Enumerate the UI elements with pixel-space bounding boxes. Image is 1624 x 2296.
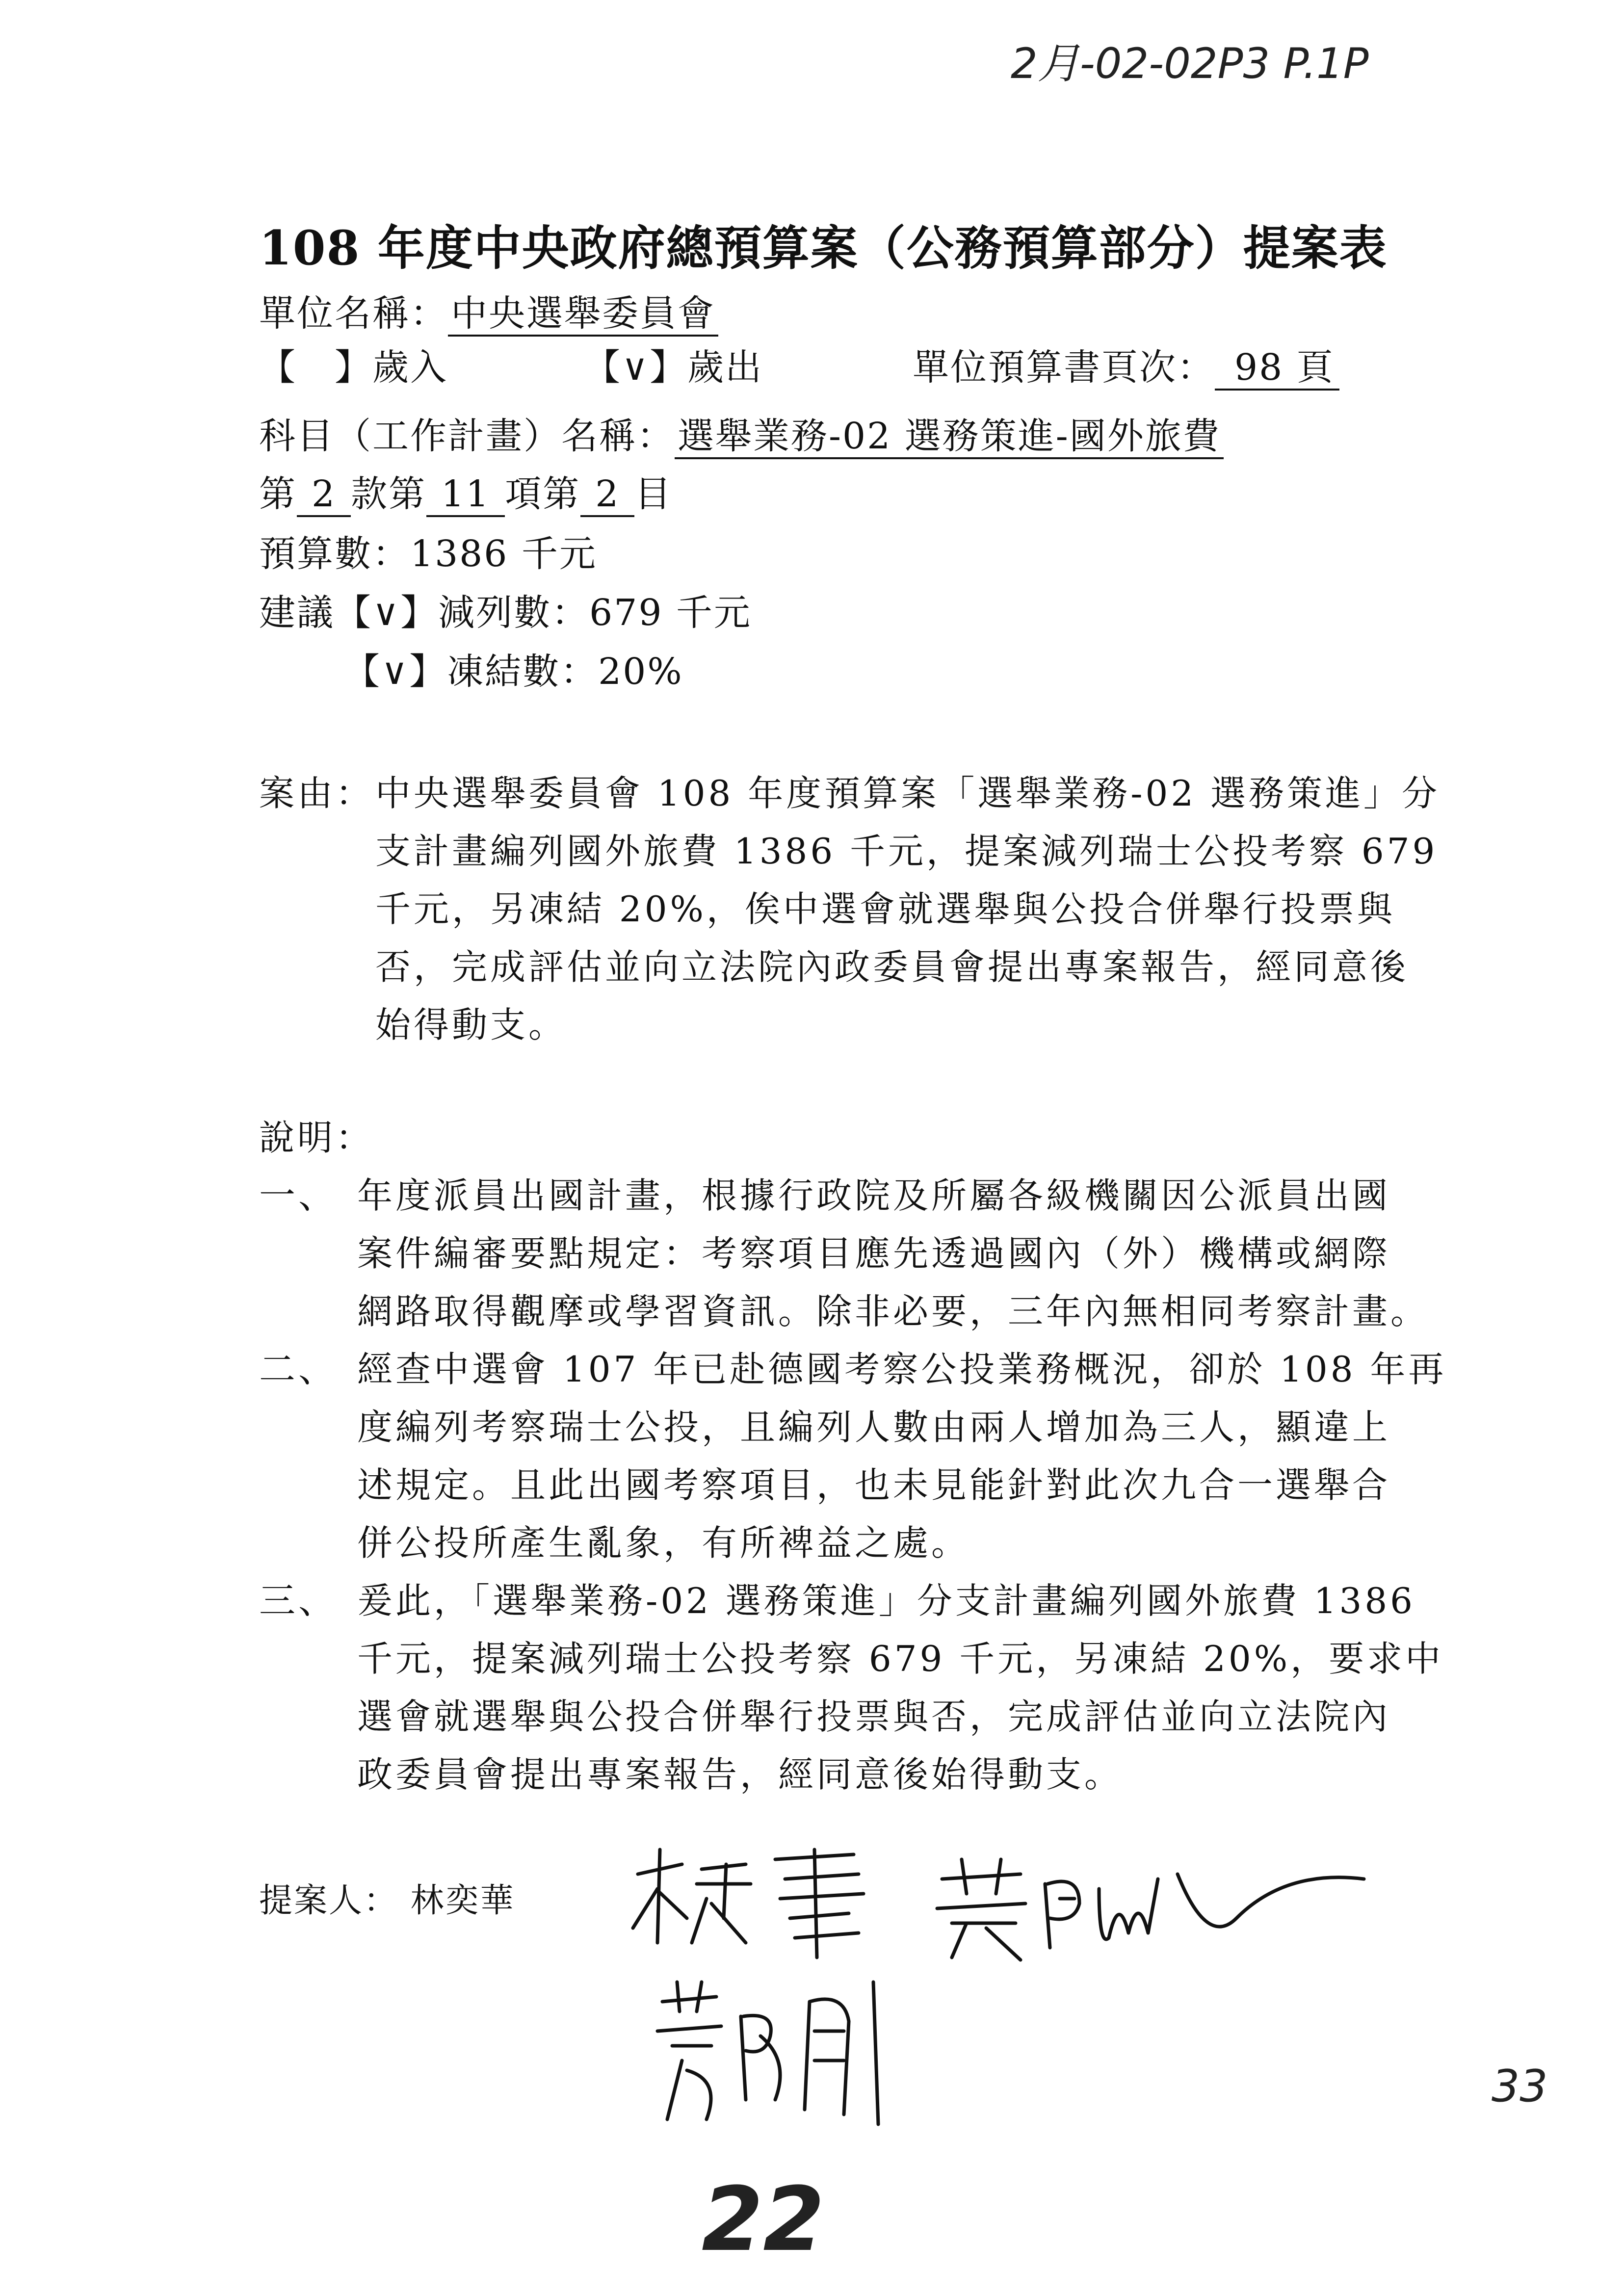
reason-body — [375, 764, 1440, 1054]
xiang-value: 11 — [426, 473, 505, 517]
explain-label: 說明： — [259, 1117, 374, 1158]
signature-2 — [932, 1850, 1374, 1967]
page-title: 108 年度中央政府總預算案（公務預算部分）提案表 — [259, 220, 1388, 276]
item-text: 目 — [634, 473, 673, 515]
kuan-value: 2 — [297, 473, 351, 517]
handwritten-reference: 2月-02-02P3 P.1P — [1011, 39, 1369, 88]
explain-item-2 — [357, 1340, 1446, 1572]
explain-item-3 — [357, 1572, 1443, 1803]
page-ref-label: 單位預算書頁次： — [913, 346, 1215, 389]
page-number: 22 — [702, 2168, 825, 2271]
explain-line: 爰此，「選舉業務-02 選務策進」分支計畫編列國外旅費 1386 — [357, 1580, 1415, 1621]
explain-line: 千元，提案減列瑞士公投考察 679 千元，另凍結 20%，要求中 — [357, 1638, 1444, 1679]
reason-line: 千元，另凍結 20%，俟中選會就選舉與公投合併舉行投票與 — [375, 888, 1395, 930]
proposer-name: 林奕華 — [410, 1881, 515, 1920]
signature-3 — [648, 1972, 903, 2134]
mu-value: 2 — [580, 473, 634, 517]
unit-row — [259, 285, 718, 337]
item-text: 項第 — [505, 473, 581, 515]
explain-line: 度編列考察瑞士公投，且編列人數由兩人增加為三人，顯違上 — [357, 1407, 1391, 1448]
expense-checkbox: 【∨】歲出 — [584, 346, 763, 389]
margin-number: 33 — [1492, 2061, 1548, 2112]
explain-marker-3: 三、 — [259, 1580, 338, 1622]
suggest-cut: 建議【∨】減列數：679 千元 — [259, 592, 752, 634]
proposer-label: 提案人： — [259, 1881, 399, 1920]
reason-label: 案由： — [259, 773, 374, 814]
subject-label: 科目（工作計畫）名稱： — [259, 415, 675, 457]
explain-line: 併公投所產生亂象，有所裨益之處。 — [357, 1522, 970, 1564]
item-text: 第 — [259, 473, 297, 515]
reason-line: 始得動支。 — [375, 1004, 567, 1045]
suggest-freeze: 【∨】凍結數：20% — [343, 651, 683, 693]
page-ref — [913, 339, 1339, 391]
unit-label: 單位名稱： — [259, 292, 448, 335]
explain-line: 政委員會提出專案報告，經同意後始得動支。 — [357, 1754, 1123, 1795]
revenue-checkbox: 【 】歲入 — [259, 346, 448, 389]
subject-row — [259, 407, 1224, 459]
explain-item-1 — [357, 1167, 1429, 1340]
explain-line: 經查中選會 107 年已赴德國考察公投業務概況，卻於 108 年再 — [357, 1349, 1447, 1390]
explain-marker-1: 一、 — [259, 1174, 338, 1217]
budget-amount: 預算數：1386 千元 — [259, 533, 597, 575]
explain-marker-2: 二、 — [259, 1348, 338, 1390]
unit-value: 中央選舉委員會 — [448, 292, 718, 337]
explain-line: 案件編審要點規定：考察項目應先透過國內（外）機構或網際 — [357, 1233, 1391, 1274]
reason-line: 支計畫編列國外旅費 1386 千元，提案減列瑞士公投考察 679 — [375, 831, 1438, 872]
explain-line: 述規定。且此出國考察項目，也未見能針對此次九合一選舉合 — [357, 1464, 1391, 1506]
proposer-row — [259, 1874, 515, 1922]
explain-line: 年度派員出國計畫，根據行政院及所屬各級機關因公派員出國 — [357, 1175, 1391, 1216]
subject-value: 選舉業務-02 選務策進-國外旅費 — [675, 415, 1224, 459]
reason-line: 中央選舉委員會 108 年度預算案「選舉業務-02 選務策進」分 — [375, 773, 1441, 814]
item-row — [259, 465, 672, 517]
item-text: 款第 — [351, 473, 427, 515]
signature-1 — [628, 1845, 883, 1962]
page-ref-value: 98 頁 — [1215, 346, 1339, 391]
reason-line: 否，完成評估並向立法院內政委員會提出專案報告，經同意後 — [375, 946, 1409, 988]
explain-line: 選會就選舉與公投合併舉行投票與否，完成評估並向立法院內 — [357, 1696, 1391, 1737]
explain-line: 網路取得觀摩或學習資訊。除非必要，三年內無相同考察計畫。 — [357, 1291, 1429, 1332]
